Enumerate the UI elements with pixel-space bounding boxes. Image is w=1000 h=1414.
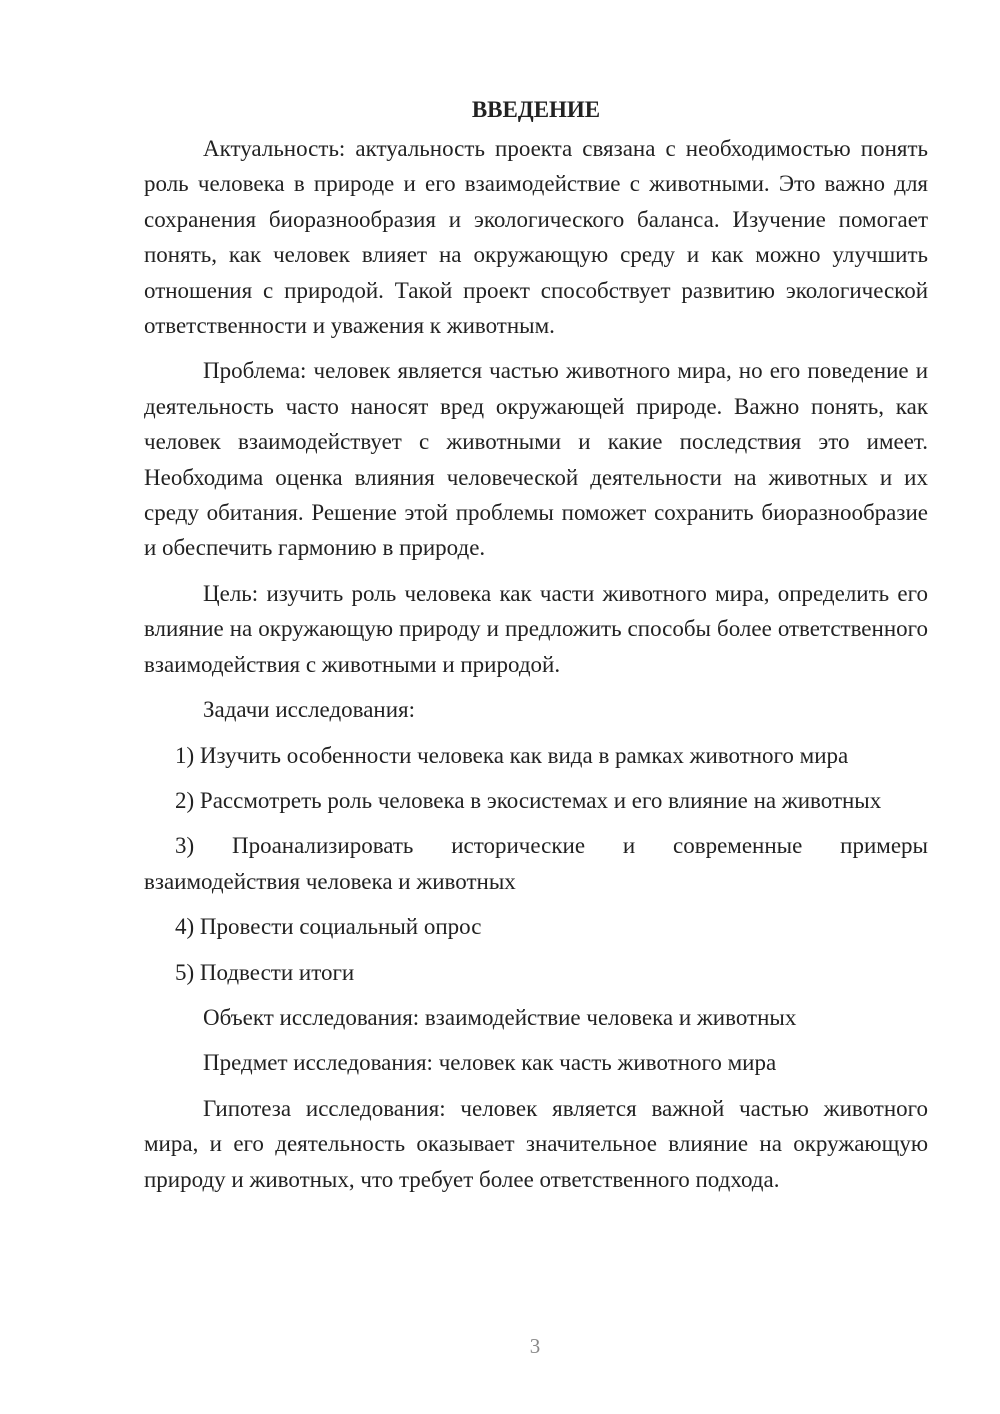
paragraph-hypothesis: Гипотеза исследования: человек является важной частью животного мира, и его деятельность оказывает значительное влияние на окружающую природу и животных, что требует более ответственного подхода. [144, 1095, 928, 1192]
task-item-5: 5) Подвести итоги [175, 959, 355, 985]
page-content [144, 92, 928, 1207]
task-item-3: 3) Проанализировать исторические и современные примеры взаимодействия человека и животных [144, 833, 928, 894]
paragraph-relevance: Актуальность: актуальность проекта связана с необходимостью понять роль человека в природе и его взаимодействие с животными. Это важно для сохранения биоразнообразия и экологического баланса. Изучение помогает понять, как человек влияет на окружающую среду и как можно улучшить отношения с природой. Такой проект способствует развитию экологической ответственности и уважения к животным. [144, 136, 928, 339]
paragraph-goal: Цель: изучить роль человека как части животного мира, определить его влияние на окружающую природу и предложить способы более ответственного взаимодействия с животными и природой. [144, 580, 928, 677]
task-item-4: 4) Провести социальный опрос [175, 914, 482, 940]
paragraph-object: Объект исследования: взаимодействие человека и животных [203, 1004, 797, 1030]
task-item-1: 1) Изучить особенности человека как вида в рамках животного мира [175, 742, 849, 768]
page-number: 3 [529, 1334, 541, 1358]
paragraph-problem: Проблема: человек является частью животного мира, но его поведение и деятельность часто наносят вред окружающей природе. Важно понять, как человек взаимодействует с животными и какие последствия это имеет. Необходима оценка влияния человеческой деятельности на животных и их среду обитания. Решение этой проблемы поможет сохранить биоразнообразие и обеспечить гармонию в природе. [144, 358, 928, 561]
paragraph-tasks-heading: Задачи исследования: [203, 697, 416, 723]
paragraph-subject: Предмет исследования: человек как часть животного мира [203, 1050, 777, 1076]
section-title: ВВЕДЕНИЕ [471, 97, 601, 122]
task-item-2: 2) Рассмотреть роль человека в экосистемах и его влияние на животных [175, 787, 882, 813]
